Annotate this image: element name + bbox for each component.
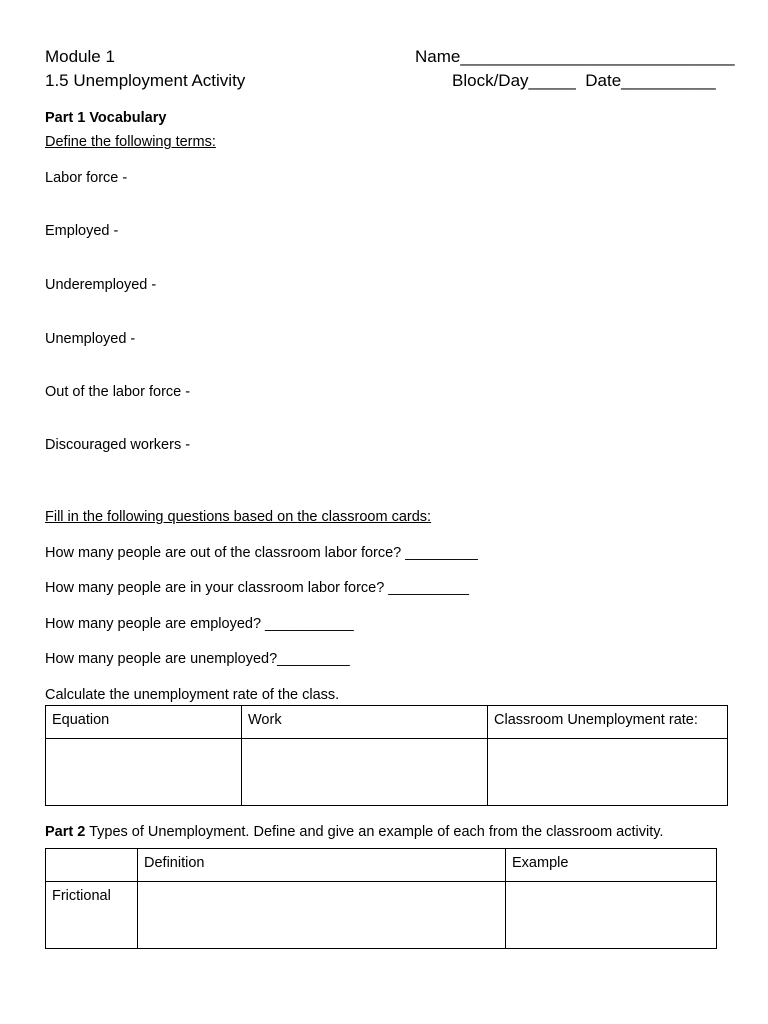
- question-employed: How many people are employed? ___________: [45, 616, 354, 632]
- calc-table: [45, 705, 728, 806]
- part1-heading: Part 1 Vocabulary: [45, 110, 167, 126]
- calc-cell-work: [242, 739, 488, 806]
- term-underemployed: Underemployed -: [45, 277, 157, 293]
- activity-title: 1.5 Unemployment Activity: [45, 71, 246, 90]
- name-field: Name_____________________________: [415, 47, 735, 66]
- part2-heading-text: Types of Unemployment. Define and give an example of each from the classroom activity.: [85, 824, 664, 840]
- term-discouraged-workers: Discouraged workers -: [45, 437, 191, 453]
- calc-header-rate: Classroom Unemployment rate:: [488, 706, 728, 739]
- term-employed: Employed -: [45, 223, 119, 239]
- types-cell-definition: [138, 882, 506, 949]
- question-in-labor-force: How many people are in your classroom labor force? __________: [45, 580, 469, 596]
- types-row-label: Frictional: [46, 882, 138, 949]
- calc-header-equation: Equation: [46, 706, 242, 739]
- types-header-definition: Definition: [138, 849, 506, 882]
- calc-table-answer-row: [46, 739, 728, 806]
- question-unemployed: How many people are unemployed?_________: [45, 651, 350, 667]
- calc-instruction: Calculate the unemployment rate of the class.: [45, 687, 340, 703]
- types-cell-example: [506, 882, 717, 949]
- part2-heading-bold: Part 2: [45, 824, 86, 840]
- block-day-date-field: Block/Day_____ Date__________: [452, 71, 716, 90]
- part2-heading: [45, 824, 663, 840]
- term-labor-force: Labor force -: [45, 170, 128, 186]
- types-header-example: Example: [506, 849, 717, 882]
- term-unemployed: Unemployed -: [45, 331, 136, 347]
- types-table: [45, 848, 717, 949]
- calc-cell-equation: [46, 739, 242, 806]
- types-table-header-row: [46, 849, 717, 882]
- calc-header-work: Work: [242, 706, 488, 739]
- calc-cell-rate: [488, 739, 728, 806]
- types-header-blank: [46, 849, 138, 882]
- part1-instruction: Define the following terms:: [45, 134, 216, 150]
- module-label: Module 1: [45, 47, 115, 66]
- term-out-of-labor-force: Out of the labor force -: [45, 384, 191, 400]
- calc-table-header-row: [46, 706, 728, 739]
- types-row-frictional: [46, 882, 717, 949]
- question-out-of-labor-force: How many people are out of the classroom labor force? _________: [45, 545, 478, 561]
- fill-instruction: Fill in the following questions based on the classroom cards:: [45, 509, 432, 525]
